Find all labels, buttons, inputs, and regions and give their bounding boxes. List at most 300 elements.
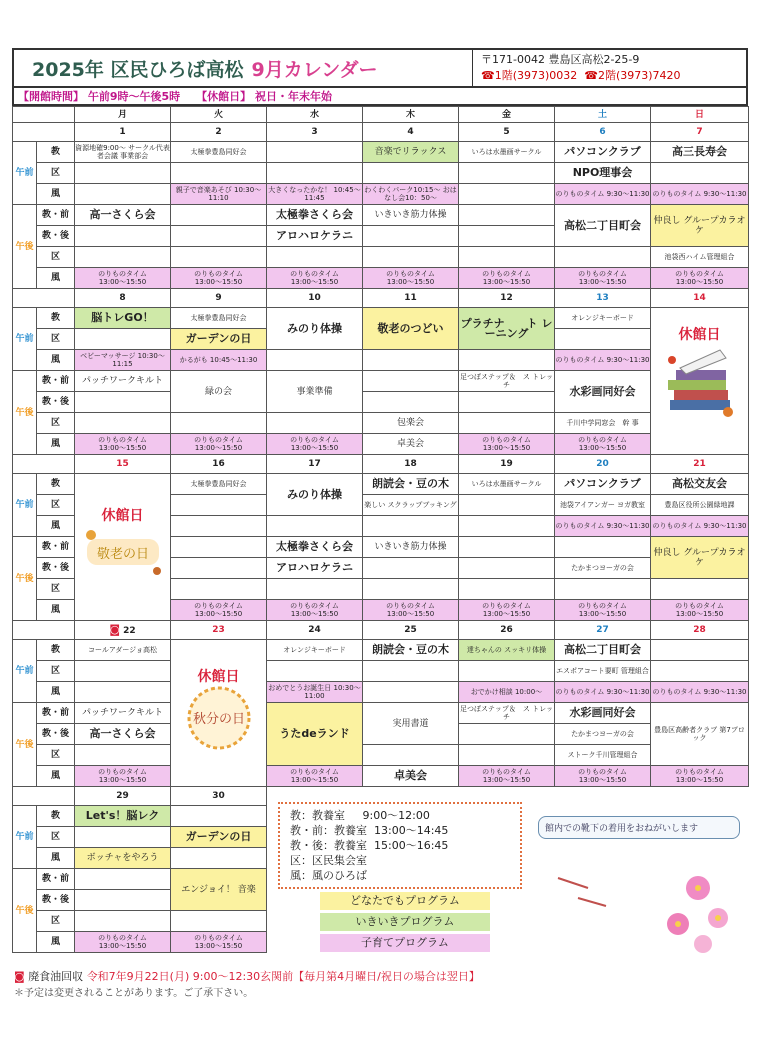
event-cell <box>459 516 555 537</box>
date-cell: 23 <box>171 621 267 640</box>
legend-time: 13:00～14:45 <box>374 824 449 837</box>
room-label: 教 <box>37 806 75 827</box>
date-cell: 17 <box>267 455 363 474</box>
week1-mae <box>13 205 749 226</box>
date-cell: 14 <box>651 289 749 308</box>
legend-ikiiki: いきいきプログラム <box>320 913 490 931</box>
event-cell: プラチナ ト レーニング <box>459 308 555 350</box>
room-label: 区 <box>37 329 75 350</box>
event-cell <box>363 226 459 247</box>
event-cell <box>651 163 749 184</box>
event-cell: 高一さくら会 <box>75 724 171 745</box>
event-cell: 豊島区高齢者クラブ 第7ブロック <box>651 703 749 766</box>
event-cell: 水彩画同好会 <box>555 703 651 724</box>
event-cell: 親子で音楽あそび 10:30～11:10 <box>171 184 267 205</box>
event-cell <box>171 247 267 268</box>
event-cell: ガーデンの日 <box>171 827 267 848</box>
event-cell <box>75 392 171 413</box>
room-label: 区 <box>37 911 75 932</box>
event-cell: ストーク千川管理組合 <box>555 745 651 766</box>
event-cell <box>171 848 267 869</box>
event-cell <box>171 516 267 537</box>
weekday-header <box>13 107 749 123</box>
date-cell: 2 <box>171 123 267 142</box>
legend-room: 区：区民集会室 <box>290 854 367 867</box>
room-label: 教・後 <box>37 558 75 579</box>
event-cell <box>363 516 459 537</box>
am-label: 午前 <box>13 308 37 371</box>
oil-can-icon: ◙ <box>14 970 25 983</box>
room-label: 教 <box>37 308 75 329</box>
event-cell: うたdeランド <box>267 703 363 766</box>
date-cell: 1 <box>75 123 171 142</box>
event-cell: いきいき筋力体操 <box>363 537 459 558</box>
week1-dates <box>13 123 749 142</box>
event-cell: わくわくパーク10:15～ おはなし会10：50～ <box>363 184 459 205</box>
weekday-tue: 火 <box>171 107 267 123</box>
week1-kyo <box>13 142 749 163</box>
event-cell <box>171 537 267 558</box>
open-hours: 【開館時間】 午前9時～午後5時 <box>18 90 181 103</box>
event-cell: 朗読会・豆の木 <box>363 474 459 495</box>
event-cell: のりものタイム 9:30～11:30 <box>555 682 651 703</box>
legend-time: 9:00～12:00 <box>362 809 430 822</box>
event-cell <box>651 661 749 682</box>
event-cell: のりものタイム 13:00～15:50 <box>363 600 459 621</box>
room-label: 区 <box>37 827 75 848</box>
event-cell <box>651 640 749 661</box>
event-cell <box>459 413 555 434</box>
event-cell: のりものタイム 13:00～15:50 <box>651 268 749 289</box>
date-cell: 7 <box>651 123 749 142</box>
event-cell <box>363 392 459 413</box>
title-bar <box>12 48 748 88</box>
event-cell <box>267 350 363 371</box>
event-cell: のりものタイム 13:00～15:50 <box>267 600 363 621</box>
room-label: 風 <box>37 682 75 703</box>
room-label: 教・前 <box>37 869 75 890</box>
event-cell: 包楽会 <box>363 413 459 434</box>
event-cell: 豊島区役所公園緑地課 <box>651 495 749 516</box>
date-cell: 18 <box>363 455 459 474</box>
event-cell: のりものタイム 13:00～15:50 <box>75 766 171 787</box>
address-block <box>473 50 746 86</box>
legend-room: 教・前：教養室 <box>290 824 367 837</box>
am-label: 午前 <box>13 806 37 869</box>
event-cell: 卓美会 <box>363 434 459 455</box>
event-cell: NPO理事会 <box>555 163 651 184</box>
room-label: 教・後 <box>37 890 75 911</box>
event-cell <box>171 558 267 579</box>
event-cell <box>267 516 363 537</box>
event-cell <box>459 350 555 371</box>
event-cell <box>363 371 459 392</box>
am-label: 午前 <box>13 142 37 205</box>
event-cell <box>459 184 555 205</box>
closed-day-label: 休館日 <box>101 507 144 524</box>
week2-fu <box>13 350 749 371</box>
event-cell: かるがも 10:45～11:30 <box>171 350 267 371</box>
event-cell <box>75 226 171 247</box>
room-label: 風 <box>37 766 75 787</box>
am-label: 午前 <box>13 640 37 703</box>
room-label: 区 <box>37 413 75 434</box>
date-cell: 27 <box>555 621 651 640</box>
event-cell <box>267 142 363 163</box>
event-cell: 朗読会・豆の木 <box>363 640 459 661</box>
legend-room: 教・後：教養室 <box>290 839 367 852</box>
event-cell: のりものタイム 13:00～15:50 <box>459 268 555 289</box>
week4-kyo <box>13 640 749 661</box>
room-label: 区 <box>37 661 75 682</box>
event-cell <box>267 163 363 184</box>
event-cell: のりものタイム 13:00～15:50 <box>363 268 459 289</box>
event-cell: 事業準備 <box>267 371 363 413</box>
event-cell <box>75 413 171 434</box>
event-cell <box>459 724 555 745</box>
room-label: 教・後 <box>37 226 75 247</box>
event-cell <box>75 827 171 848</box>
event-cell: のりものタイム 13:00～15:50 <box>555 600 651 621</box>
room-label: 区 <box>37 579 75 600</box>
event-cell: おめでとうお誕生日 10:30～11:00 <box>267 682 363 703</box>
event-cell <box>171 413 267 434</box>
event-cell <box>171 495 267 516</box>
week1-fu <box>13 184 749 205</box>
date-cell: 19 <box>459 455 555 474</box>
event-cell <box>75 329 171 350</box>
week4-ku2 <box>13 745 749 766</box>
week4-fu <box>13 682 749 703</box>
event-cell: のりものタイム 13:00～15:50 <box>171 932 267 953</box>
week2-kyo <box>13 308 749 329</box>
event-cell: のりものタイム 13:00～15:50 <box>267 268 363 289</box>
event-cell: みのり体操 <box>267 474 363 516</box>
closed-day-cell <box>75 474 171 621</box>
pm-label: 午後 <box>13 537 37 621</box>
pm-label: 午後 <box>13 371 37 455</box>
room-label: 風 <box>37 268 75 289</box>
event-cell: のりものタイム 13:00～15:50 <box>171 600 267 621</box>
event-cell: のりものタイム 13:00～15:50 <box>171 434 267 455</box>
event-cell: 足つぼステップ＆ ス トレッチ <box>459 371 555 392</box>
tel-2f: ☎2階(3973)7420 <box>584 69 681 82</box>
event-cell: オレンジキーボード <box>267 640 363 661</box>
event-cell: 資源地確9:00～ サークル代表者会議 事業部会 <box>75 142 171 163</box>
event-cell: のりものタイム 9:30～11:30 <box>651 682 749 703</box>
event-cell: のりものタイム 13:00～15:50 <box>651 600 749 621</box>
event-cell: パッチワークキルト <box>75 371 171 392</box>
week2-mae <box>13 371 749 392</box>
event-cell <box>459 537 555 558</box>
date-cell: 12 <box>459 289 555 308</box>
event-cell: 高松交友会 <box>651 474 749 495</box>
date-cell: 30 <box>171 787 267 806</box>
event-cell: のりものタイム 9:30～11:30 <box>651 184 749 205</box>
event-cell: 仲良し グループカラオケ <box>651 537 749 579</box>
event-cell: のりものタイム 13:00～15:50 <box>555 766 651 787</box>
pm-label: 午後 <box>13 703 37 787</box>
event-cell: 太極拳豊島同好会 <box>171 142 267 163</box>
event-cell: いろは水墨画サークル <box>459 474 555 495</box>
week4-fu2 <box>13 766 749 787</box>
event-cell <box>363 163 459 184</box>
event-cell <box>171 806 267 827</box>
event-cell: のりものタイム 13:00～15:50 <box>459 600 555 621</box>
event-cell: みのり体操 <box>267 308 363 350</box>
room-label: 風 <box>37 932 75 953</box>
event-cell: おでかけ相談 10:00～ <box>459 682 555 703</box>
event-cell: 太極拳さくら会 <box>267 205 363 226</box>
date-cell: 28 <box>651 621 749 640</box>
closed-info: 【休館日】 祝日・年末年始 <box>196 90 332 103</box>
event-cell: Let's！脳レク <box>75 806 171 827</box>
keiro-illustration <box>81 521 165 581</box>
event-cell: 卓美会 <box>363 766 459 787</box>
tel-1f: ☎1階(3973)0032 <box>481 69 578 82</box>
date-cell: 8 <box>75 289 171 308</box>
event-cell <box>171 205 267 226</box>
event-cell <box>75 745 171 766</box>
title-text: 2025年 区民ひろば高松 <box>32 58 244 81</box>
room-label: 区 <box>37 163 75 184</box>
legend-anyone: どなたでもプログラム <box>320 892 490 910</box>
event-cell: 太極拳さくら会 <box>267 537 363 558</box>
event-cell: のりものタイム 13:00～15:50 <box>75 268 171 289</box>
room-label: 風 <box>37 600 75 621</box>
event-cell: 太極拳豊島同好会 <box>171 308 267 329</box>
event-cell <box>171 226 267 247</box>
event-cell <box>555 247 651 268</box>
event-cell <box>75 184 171 205</box>
event-cell <box>459 226 555 247</box>
event-cell: 千川中学同窓会 幹 事 <box>555 413 651 434</box>
date-cell: 16 <box>171 455 267 474</box>
date-cell: 6 <box>555 123 651 142</box>
event-cell: 高松二丁目町会 <box>555 640 651 661</box>
weekday-wed: 水 <box>267 107 363 123</box>
legend-time: 15:00～16:45 <box>374 839 449 852</box>
event-cell: 太極拳豊島同好会 <box>171 474 267 495</box>
oil-collection-note <box>14 968 480 984</box>
oil-can-icon: ◙ <box>109 622 120 636</box>
weekday-sat: 土 <box>555 107 651 123</box>
event-cell: ベビーマッサージ 10:30～11:15 <box>75 350 171 371</box>
event-cell: 脳トレGO！ <box>75 308 171 329</box>
week3-dates <box>13 455 749 474</box>
room-label: 区 <box>37 247 75 268</box>
event-cell <box>555 329 651 350</box>
room-label: 風 <box>37 848 75 869</box>
event-cell: エンジョイ！ 音楽 <box>171 869 267 911</box>
event-cell: 緑の会 <box>171 371 267 413</box>
books-illustration <box>660 340 740 430</box>
event-cell: のりものタイム 13:00～15:50 <box>459 434 555 455</box>
date-cell: 3 <box>267 123 363 142</box>
cosmos-illustration <box>548 858 748 958</box>
event-cell: 達ちゃんの スッキリ体操 <box>459 640 555 661</box>
week4-ku <box>13 661 749 682</box>
date-cell: 24 <box>267 621 363 640</box>
room-label: 風 <box>37 434 75 455</box>
weekday-mon: 月 <box>75 107 171 123</box>
week4-mae <box>13 703 749 724</box>
socks-notice: 館内での靴下の着用をおねがいします <box>538 816 740 839</box>
event-cell <box>363 558 459 579</box>
date-cell: 20 <box>555 455 651 474</box>
date-cell: 4 <box>363 123 459 142</box>
week1-fu2 <box>13 268 749 289</box>
event-cell <box>459 247 555 268</box>
am-label: 午前 <box>13 474 37 537</box>
room-label: 区 <box>37 745 75 766</box>
week3-kyo <box>13 474 749 495</box>
event-cell: のりものタイム 13:00～15:50 <box>459 766 555 787</box>
event-cell <box>363 682 459 703</box>
event-cell: 高三長寿会 <box>651 142 749 163</box>
event-cell: コールアダージョ高松 <box>75 640 171 661</box>
closed-day-cell <box>651 308 749 455</box>
event-cell: のりものタイム 9:30～11:30 <box>555 184 651 205</box>
event-cell <box>459 745 555 766</box>
room-label: 教・前 <box>37 537 75 558</box>
event-cell: たかまつヨーガの会 <box>555 558 651 579</box>
event-cell: エスポアコート要町 管理組合 <box>555 661 651 682</box>
date-cell: 25 <box>363 621 459 640</box>
event-cell: いきいき筋力体操 <box>363 205 459 226</box>
room-label: 教・前 <box>37 371 75 392</box>
week1-ku2 <box>13 247 749 268</box>
event-cell: ガーデンの日 <box>171 329 267 350</box>
date-cell: 13 <box>555 289 651 308</box>
event-cell <box>75 163 171 184</box>
date-cell: ◙ 22 <box>75 621 171 640</box>
month-title: 9月カレンダー <box>251 58 378 81</box>
event-cell: のりものタイム 9:30～11:30 <box>555 350 651 371</box>
room-label: 教・前 <box>37 205 75 226</box>
legend-kosodate: 子育てプログラム <box>320 934 490 952</box>
event-cell: パソコンクラブ <box>555 142 651 163</box>
week4-dates <box>13 621 749 640</box>
event-cell <box>459 661 555 682</box>
event-cell <box>459 392 555 413</box>
legend-box <box>278 802 522 889</box>
date-cell: 21 <box>651 455 749 474</box>
oil-date: 令和7年9月22日(月) 9:00～12:30玄関前【毎月第4月曜日/祝日の場合は翌日】 <box>86 970 480 983</box>
event-cell: 池袋アイアンガー ヨガ教室 <box>555 495 651 516</box>
event-cell: 実用書道 <box>363 703 459 745</box>
event-cell: アロハロケラニ <box>267 558 363 579</box>
keiro-text: 敬老の日 <box>96 546 149 562</box>
weekday-fri: 金 <box>459 107 555 123</box>
legend-room: 風：風のひろば <box>290 869 367 882</box>
event-cell <box>75 247 171 268</box>
event-cell: 高松二丁目町会 <box>555 205 651 247</box>
weekday-sun: 日 <box>651 107 749 123</box>
legend-room: 教：教養室 <box>290 809 345 822</box>
date-cell: 9 <box>171 289 267 308</box>
event-cell <box>75 682 171 703</box>
event-cell <box>459 163 555 184</box>
event-cell <box>363 661 459 682</box>
date-cell: 5 <box>459 123 555 142</box>
event-cell: オレンジキーボード <box>555 308 651 329</box>
event-cell: 音楽でリラックス <box>363 142 459 163</box>
week2-ku2 <box>13 413 749 434</box>
event-cell <box>171 163 267 184</box>
room-label: 風 <box>37 184 75 205</box>
event-cell: のりものタイム 13:00～15:50 <box>171 268 267 289</box>
event-cell: 高一さくら会 <box>75 205 171 226</box>
date-cell: 10 <box>267 289 363 308</box>
event-cell: 仲良し グループカラオケ <box>651 205 749 247</box>
event-cell: 楽しい スクラップブッキング <box>363 495 459 516</box>
page-title <box>14 50 473 86</box>
room-label: 教・後 <box>37 392 75 413</box>
event-cell: たかまつヨーガの会 <box>555 724 651 745</box>
pm-label: 午後 <box>13 869 37 953</box>
event-cell <box>267 247 363 268</box>
hours-bar <box>12 88 748 106</box>
event-cell: 敬老のつどい <box>363 308 459 350</box>
event-cell <box>459 205 555 226</box>
event-cell <box>363 247 459 268</box>
room-label: 教・前 <box>37 703 75 724</box>
event-cell <box>363 745 459 766</box>
oil-label: 廃食油回収 <box>28 970 84 983</box>
date-cell: 15 <box>75 455 171 474</box>
week1-ku <box>13 163 749 184</box>
event-cell: のりものタイム 13:00～15:50 <box>267 766 363 787</box>
event-cell: のりものタイム 9:30～11:30 <box>651 516 749 537</box>
event-cell: パッチワークキルト <box>75 703 171 724</box>
event-cell <box>267 413 363 434</box>
event-cell: 大きくなったかな！ 10:45～11:45 <box>267 184 363 205</box>
event-cell <box>267 661 363 682</box>
event-cell: のりものタイム 9:30～11:30 <box>555 516 651 537</box>
event-cell <box>459 558 555 579</box>
room-label: 風 <box>37 516 75 537</box>
event-cell: のりものタイム 13:00～15:50 <box>555 434 651 455</box>
event-cell: 水彩画同好会 <box>555 371 651 413</box>
event-cell: のりものタイム 13:00～15:50 <box>75 932 171 953</box>
date-cell: 11 <box>363 289 459 308</box>
shubun-text: 秋分の日 <box>192 711 245 727</box>
week2-dates <box>13 289 749 308</box>
event-cell: ボッチャをやろう <box>75 848 171 869</box>
closed-day-label: 休館日 <box>197 668 240 685</box>
event-cell: のりものタイム 13:00～15:50 <box>651 766 749 787</box>
week2-fu2 <box>13 434 749 455</box>
closed-day-label: 休館日 <box>678 326 721 343</box>
room-label: 区 <box>37 495 75 516</box>
room-label: 教 <box>37 142 75 163</box>
event-cell <box>459 495 555 516</box>
event-cell: のりものタイム 13:00～15:50 <box>75 434 171 455</box>
room-label: 教 <box>37 474 75 495</box>
date-cell: 29 <box>75 787 171 806</box>
room-label: 教 <box>37 640 75 661</box>
event-cell: のりものタイム 13:00～15:50 <box>555 268 651 289</box>
event-cell: いろは水墨画サークル <box>459 142 555 163</box>
event-cell: 池袋西ハイム管理組合 <box>651 247 749 268</box>
event-cell <box>363 350 459 371</box>
shubun-illustration <box>177 682 261 752</box>
event-cell <box>75 869 171 890</box>
event-cell: のりものタイム 13:00～15:50 <box>267 434 363 455</box>
closed-day-cell <box>171 640 267 787</box>
event-cell: 足つぼステップ＆ ス トレッチ <box>459 703 555 724</box>
